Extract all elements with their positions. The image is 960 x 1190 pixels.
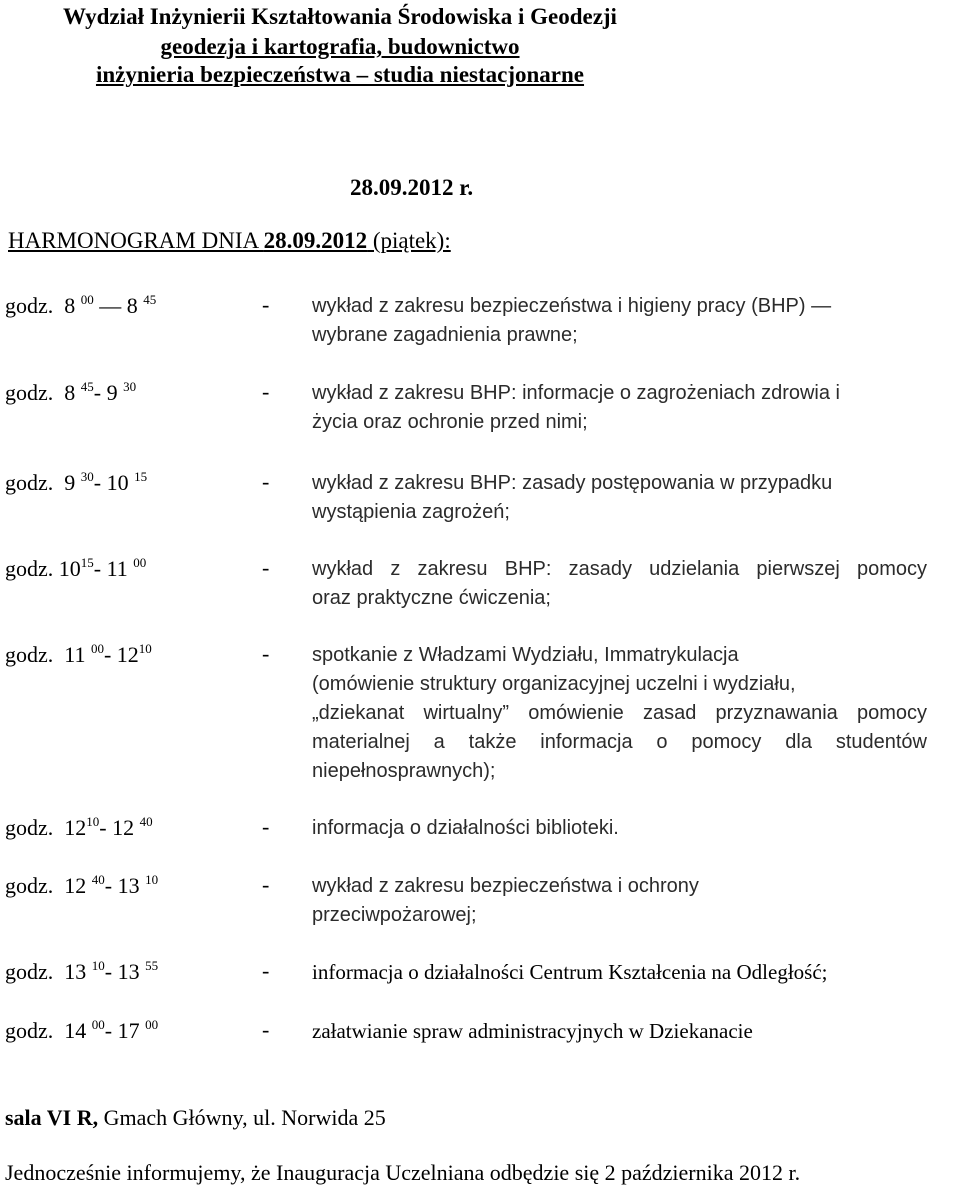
schedule-description: wykład z zakresu bezpieczeństwa i ochrony przeciwpożarowej; xyxy=(312,875,699,926)
schedule-heading-prefix: HARMONOGRAM DNIA xyxy=(8,228,264,253)
venue-address: Gmach Główny, ul. Norwida 25 xyxy=(98,1105,386,1130)
time-range: godz. 13 $^{10}$- 13 $^{55}$ xyxy=(5,958,159,984)
schedule-description: wykład z zakresu BHP: informacje o zagrożeniach zdrowia i życia oraz ochronie przed nimi; xyxy=(312,382,840,433)
schedule-description: informacja o działalności biblioteki. xyxy=(312,817,619,839)
venue-room: sala VI R, xyxy=(5,1105,99,1130)
item-dash: - xyxy=(262,958,270,983)
faculty-title: Wydział Inżynierii Kształtowania Środowiska i Geodezji xyxy=(63,4,617,29)
inauguration-note: Jednocześnie informujemy, że Inauguracja Uczelniana odbędzie się 2 października 2012 r. xyxy=(5,1160,801,1185)
item-dash: - xyxy=(262,555,270,580)
time-range: godz. $10^{15}-$ 11 $^{00}$ xyxy=(5,555,147,581)
schedule-description: załatwianie spraw administracyjnych w Dziekanacie xyxy=(312,1019,753,1043)
time-range: godz. 9 $^{30}$- 10 $^{15}$ xyxy=(5,469,148,495)
schedule-heading-date: 28.09.2012 xyxy=(263,228,368,253)
schedule-description: informacja o działalności Centrum Kształcenia na Odległość; xyxy=(312,960,828,984)
time-range: godz. 12 $^{40}$- 13 $^{10}$ xyxy=(5,872,159,898)
schedule-description: wykład z zakresu BHP: zasady postępowania w przypadku wystąpienia zagrożeń; xyxy=(312,472,833,523)
item-dash: - xyxy=(262,1017,270,1042)
time-range: godz. 14 $^{00}$- 17 $^{00}$ xyxy=(5,1017,159,1043)
schedule-heading xyxy=(8,228,451,254)
item-dash: - xyxy=(262,292,270,317)
schedule-description: spotkanie z Władzami Wydziału, Immatrykulacja (omówienie struktury organizacyjnej uczelni i wydziału, „dziekanat wirtualny” omówienie zasad przyznawania pomocy materialnej a także informacja o pomocy dla studentów niepełnosprawnych); xyxy=(312,644,927,782)
time-range: godz. 8 $^{45}$- 9 $^{30}$ xyxy=(5,379,137,405)
study-mode-line: inżynieria bezpieczeństwa – studia niestacjonarne xyxy=(95,62,585,87)
item-dash: - xyxy=(262,814,270,839)
item-dash: - xyxy=(262,469,270,494)
item-dash: - xyxy=(262,872,270,897)
schedule-heading-suffix: (piątek): xyxy=(367,228,451,253)
item-dash: - xyxy=(262,641,270,666)
item-dash: - xyxy=(262,379,270,404)
document-date: 28.09.2012 r. xyxy=(350,175,474,200)
schedule-description: wykład z zakresu BHP: zasady udzielania pierwszej pomocy oraz praktyczne ćwiczenia; xyxy=(312,558,927,609)
programs-line: geodezja i kartografia, budownictwo xyxy=(160,34,520,59)
time-range: godz. 11 $^{00}$- $12^{10}$ xyxy=(5,641,152,667)
time-range: godz. $12^{10}-$ 12 $^{40}$ xyxy=(5,814,153,840)
schedule-description: wykład z zakresu bezpieczeństwa i higieny pracy (BHP) — wybrane zagadnienia prawne; xyxy=(312,295,832,346)
venue-line xyxy=(5,1105,386,1131)
time-range: godz. 8 $^{00}$ — 8 $^{45}$ xyxy=(5,292,157,318)
